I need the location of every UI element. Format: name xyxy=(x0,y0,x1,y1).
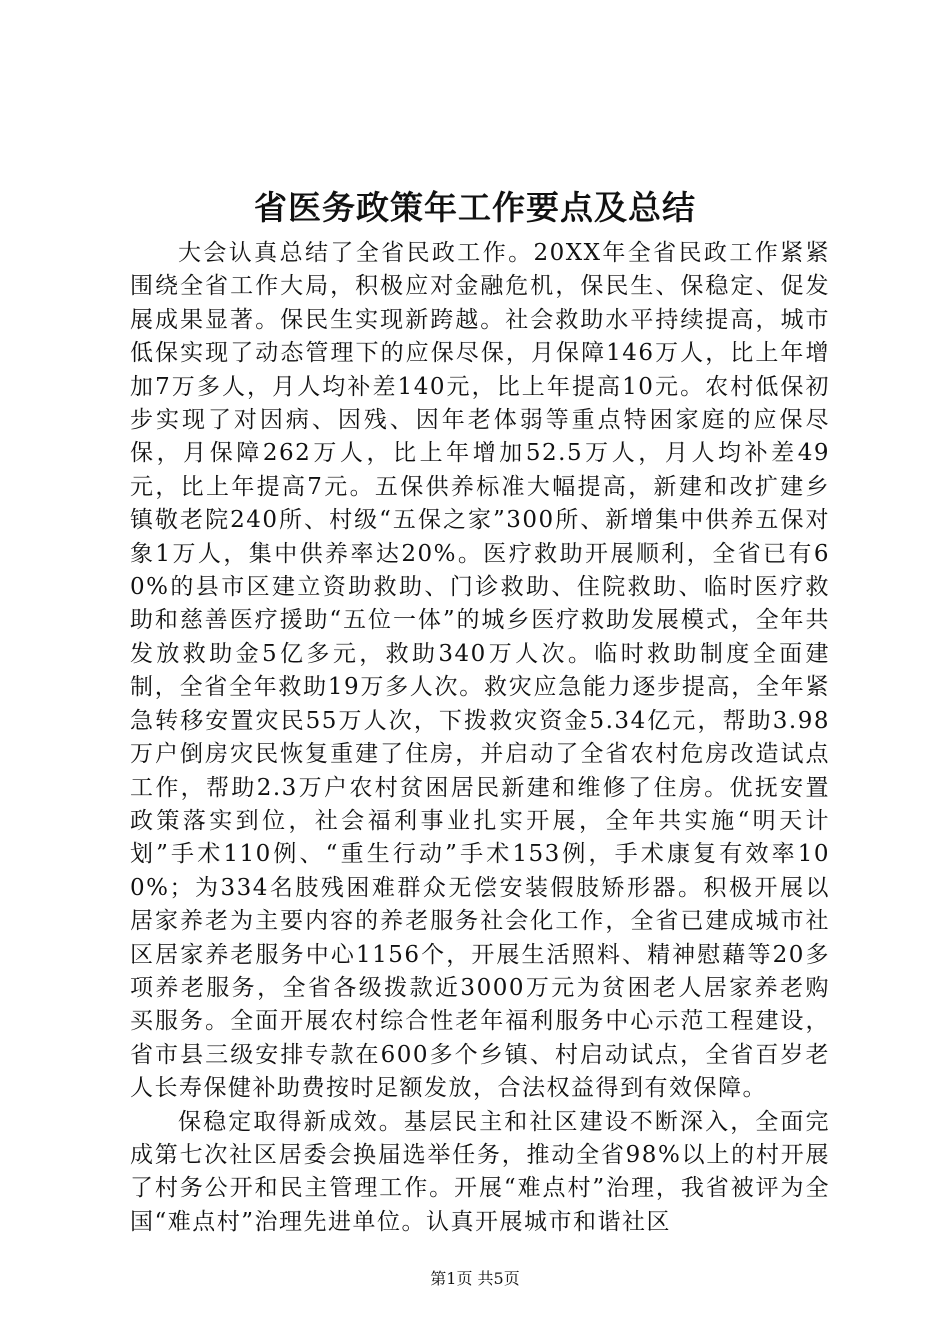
paragraph-1: 大会认真总结了全省民政工作。20XX年全省民政工作紧紧围绕全省工作大局，积极应对金融危机，保民生、保稳定、促发展成果显著。保民生实现新跨越。社会救助水平持续提高，城市低保实现了动态管理下的应保尽保，月保障146万人，比上年增加7万多人，月人均补差140元，比上年提高10元。农村低保初步实现了对因病、因残、因年老体弱等重点特困家庭的应保尽保，月保障262万人，比上年增加52.5万人，月人均补差49元，比上年提高7元。五保供养标准大幅提高，新建和改扩建乡镇敬老院240所、村级“五保之家”300所、新增集中供养五保对象1万人，集中供养率达20%。医疗救助开展顺利，全省已有60%的县市区建立资助救助、门诊救助、住院救助、临时医疗救助和慈善医疗援助“五位一体”的城乡医疗救助发展模式，全年共发放救助金5亿多元，救助340万人次。临时救助制度全面建制，全省全年救助19万多人次。救灾应急能力逐步提高，全年紧急转移安置灾民55万人次，下拨救灾资金5.34亿元，帮助3.98万户倒房灾民恢复重建了住房，并启动了全省农村危房改造试点工作，帮助2.3万户农村贫困居民新建和维修了住房。优抚安置政策落实到位，社会福利事业扎实开展，全年共实施“明天计划”手术110例、“重生行动”手术153例，手术康复有效率100%；为334名肢残困难群众无偿安装假肢矫形器。积极开展以居家养老为主要内容的养老服务社会化工作，全省已建成城市社区居家养老服务中心1156个，开展生活照料、精神慰藉等20多项养老服务，全省各级拨款近3000万元为贫困老人居家养老购买服务。全面开展农村综合性老年福利服务中心示范工程建设，省市县三级安排专款在600多个乡镇、村启动试点，全省百岁老人长寿保健补助费按时足额发放，合法权益得到有效保障。 xyxy=(130,240,830,1102)
document-title: 省医务政策年工作要点及总结 xyxy=(254,188,696,227)
page-number-footer: 第1页 共5页 xyxy=(430,1269,520,1288)
document-body xyxy=(130,237,830,1239)
paragraph-2: 保稳定取得新成效。基层民主和社区建设不断深入，全面完成第七次社区居委会换届选举任务，推动全省98%以上的村开展了村务公开和民主管理工作。开展“难点村”治理，我省被评为全国“难点村”治理先进单位。认真开展城市和谐社区 xyxy=(130,1108,830,1235)
